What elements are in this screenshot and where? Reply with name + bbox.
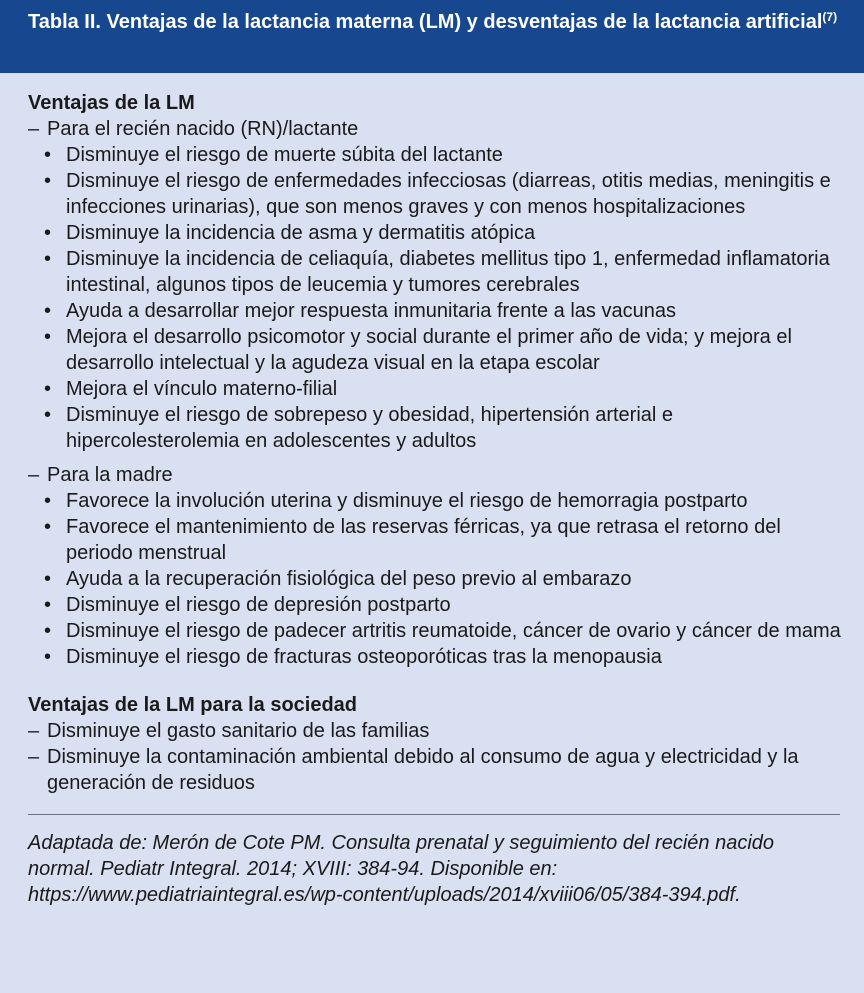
bullet-marker: • (44, 568, 52, 590)
list-madre (28, 488, 864, 670)
bullet-marker: • (44, 516, 52, 538)
list-item: • Disminuye la incidencia de celiaquía, diabetes mellitus tipo 1, enfermedad inflamatoria intestinal, algunos tipos de leucemia y tumores cerebrales (44, 248, 830, 296)
dash-marker: – (28, 720, 40, 742)
group-label-madre: – Para la madre (28, 464, 173, 486)
bullet-marker: • (44, 620, 52, 642)
list-item: • Disminuye la incidencia de asma y dermatitis atópica (44, 222, 536, 244)
table-body (0, 73, 864, 796)
list-item: • Mejora el vínculo materno-filial (44, 378, 338, 400)
section-heading-sociedad: Ventajas de la LM para la sociedad (28, 694, 358, 716)
list-item: – Disminuye el gasto sanitario de las familias (28, 720, 430, 742)
list-item: • Disminuye el riesgo de sobrepeso y obesidad, hipertensión arterial e hipercolesterolemia en adolescentes y adultos (44, 404, 674, 452)
list-item: • Ayuda a desarrollar mejor respuesta inmunitaria frente a las vacunas (44, 300, 676, 322)
list-item: – Disminuye la contaminación ambiental debido al consumo de agua y electricidad y la generación de residuos (28, 746, 799, 794)
list-item: • Disminuye el riesgo de enfermedades infecciosas (diarreas, otitis medias, meningitis e infecciones urinarias), que son menos graves y con menos hospitalizaciones (44, 170, 831, 218)
bullet-marker: • (44, 646, 52, 668)
list-item: • Disminuye el riesgo de fracturas osteoporóticas tras la menopausia (44, 646, 662, 668)
bullet-marker: • (44, 222, 52, 244)
list-rn (28, 142, 864, 454)
bullet-marker: • (44, 144, 52, 166)
dash-marker: – (28, 746, 40, 768)
table-title: Tabla II. Ventajas de la lactancia materna (LM) y desventajas de la lactancia artificial (28, 11, 823, 33)
bullet-marker: • (44, 300, 52, 322)
list-item: • Disminuye el riesgo de depresión postparto (44, 594, 451, 616)
list-item: • Ayuda a la recuperación fisiológica del peso previo al embarazo (44, 568, 632, 590)
bullet-marker: • (44, 594, 52, 616)
table-header (0, 0, 864, 73)
section-heading-ventajas: Ventajas de la LM (28, 92, 195, 114)
bullet-marker: • (44, 378, 52, 400)
list-item: • Disminuye el riesgo de padecer artritis reumatoide, cáncer de ovario y cáncer de mama (44, 620, 841, 642)
bullet-marker: • (44, 326, 52, 348)
list-item: • Mejora el desarrollo psicomotor y social durante el primer año de vida; y mejora el desarrollo intelectual y la agudeza visual en la etapa escolar (44, 326, 792, 374)
source-citation: Adaptada de: Merón de Cote PM. Consulta prenatal y seguimiento del recién nacido normal. Pediatr Integral. 2014; XVIII: 384-94. Disponible en: https://www.pediatriaintegral.es/wp-content/uploads/2014/xviii06/05/384-394.pdf. (28, 832, 775, 906)
dash-marker: – (28, 118, 40, 140)
group-label-rn: – Para el recién nacido (RN)/lactante (28, 118, 359, 140)
list-item: • Disminuye el riesgo de muerte súbita del lactante (44, 144, 503, 166)
bullet-marker: • (44, 170, 52, 192)
list-item: • Favorece la involución uterina y disminuye el riesgo de hemorragia postparto (44, 490, 748, 512)
bullet-marker: • (44, 404, 52, 426)
bullet-marker: • (44, 248, 52, 270)
reference-superscript: (7) (822, 10, 838, 24)
dash-marker: – (28, 464, 40, 486)
list-item: • Favorece el mantenimiento de las reservas férricas, ya que retrasa el retorno del periodo menstrual (44, 516, 781, 564)
bullet-marker: • (44, 490, 52, 512)
